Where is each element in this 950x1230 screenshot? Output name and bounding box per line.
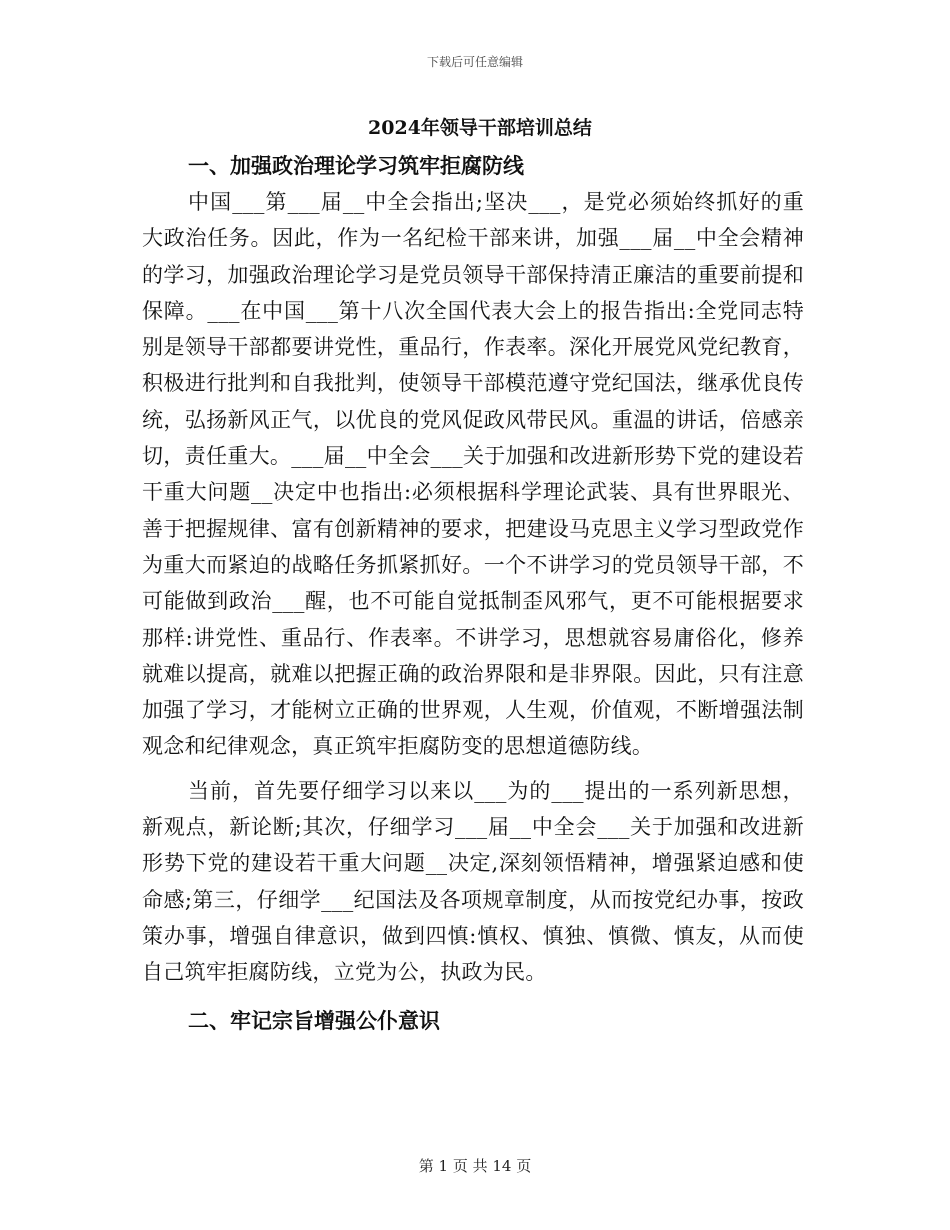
- page-number: 第 1 页 共 14 页: [418, 1157, 532, 1175]
- document-body: [142, 112, 804, 1039]
- section-heading-2: 二、牢记宗旨增强公仆意识: [188, 1008, 440, 1033]
- paragraph-1: 中国___第___届__中全会指出;坚决___，是党必须始终抓好的重大政治任务。因此，作为一名纪检干部来讲，加强___届__中全会精神的学习，加强政治理论学习是党员领导干部保持清正廉洁的重要前提和保障。___在中国___第十八次全国代表大会上的报告指出:全党同志特别是领导干部都要讲党性，重品行，作表率。深化开展党风党纪教育，积极进行批判和自我批判，使领导干部模范遵守党纪国法，继承优良传统，弘扬新风正气，以优良的党风促政风带民风。重温的讲话，倍感亲切，责任重大。___届__中全会___关于加强和改进新形势下党的建设若干重大问题__决定中也指出:必须根据科学理论武装、具有世界眼光、善于把握规律、富有创新精神的要求，把建设马克思主义学习型政党作为重大而紧迫的战略任务抓紧抓好。一个不讲学习的党员领导干部，不可能做到政治___醒，也不可能自觉抵制歪风邪气，更不可能根据要求那样:讲党性、重品行、作表率。不讲学习，思想就容易庸俗化，修养就难以提高，就难以把握正确的政治界限和是非界限。因此，只有注意加强了学习，才能树立正确的世界观，人生观，价值观，不断增强法制观念和纪律观念，真正筑牢拒腐防变的思想道德防线。: [142, 190, 804, 759]
- section-heading-1: 一、加强政治理论学习筑牢拒腐防线: [188, 154, 524, 178]
- paragraph-2: 当前，首先要仔细学习以来以___为的___提出的一系列新思想，新观点，新论断;其次，仔细学习___届__中全会___关于加强和改进新形势下党的建设若干重大问题__决定,深刻领悟精神，增强紧迫感和使命感;第三，仔细学___纪国法及各项规章制度，从而按党纪办事，按政策办事，增强自律意识，做到四慎:慎权、慎独、慎微、慎友，从而使自己筑牢拒腐防线，立党为公，执政为民。: [142, 778, 804, 985]
- document-title: 2024年领导干部培训总结: [368, 117, 592, 139]
- header-note: 下载后可任意编辑: [426, 55, 523, 69]
